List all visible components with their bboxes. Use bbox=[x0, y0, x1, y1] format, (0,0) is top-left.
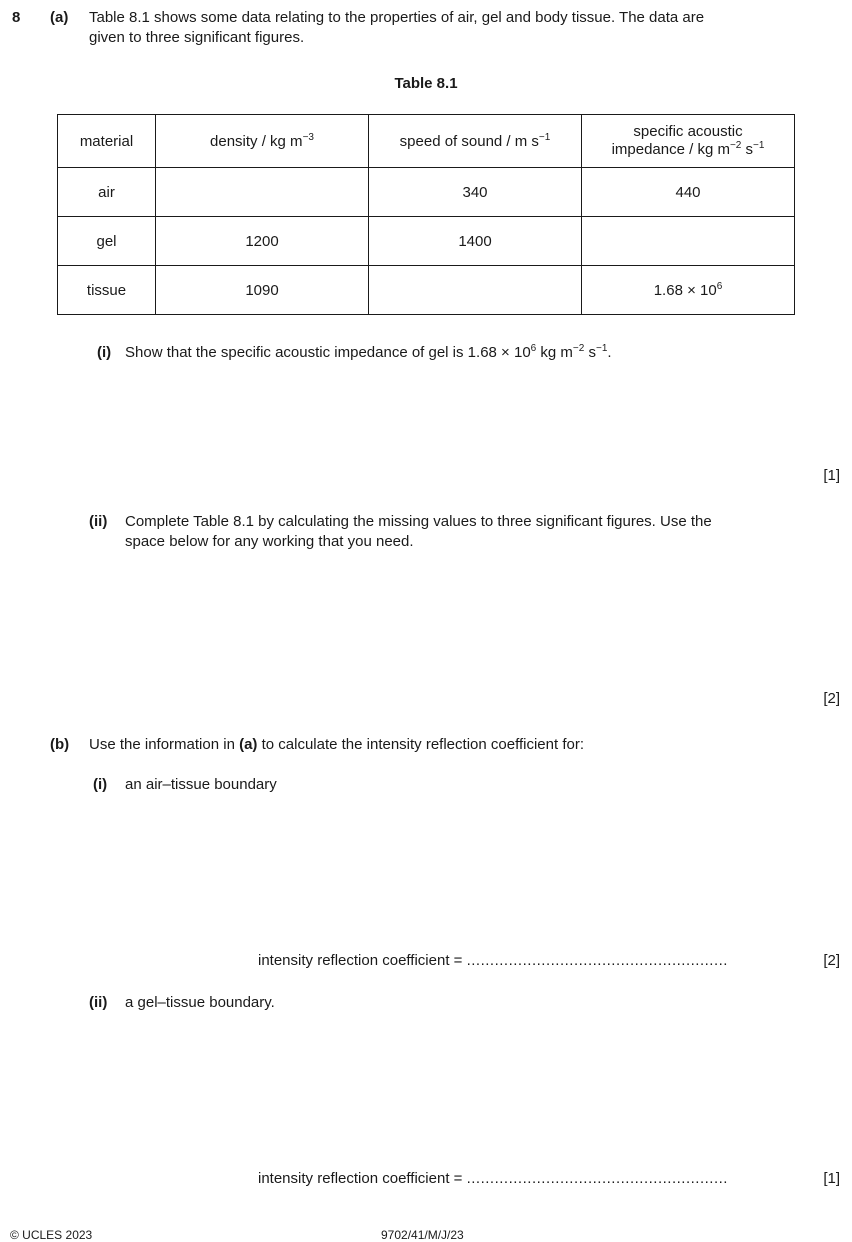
table-row bbox=[58, 217, 795, 266]
b-i-label: (i) bbox=[93, 776, 108, 793]
cell-impedance: 440 bbox=[582, 168, 795, 217]
header-material: material bbox=[58, 115, 156, 168]
b-i-answer-dots[interactable]: ........................................................ bbox=[466, 952, 728, 969]
cell-density: 1090 bbox=[156, 266, 369, 315]
part-b-text: Use the information in (a) to calculate the intensity reflection coefficient for: bbox=[89, 736, 584, 753]
a-ii-line2: space below for any working that you need. bbox=[125, 533, 414, 550]
b-ii-answer-dots[interactable]: ........................................................ bbox=[466, 1170, 728, 1187]
b-i-answer-line: intensity reflection coefficient = ........................................................ bbox=[258, 952, 728, 969]
b-i-text: an air–tissue boundary bbox=[125, 776, 277, 793]
b-ii-mark: [1] bbox=[823, 1170, 840, 1187]
a-ii-mark: [2] bbox=[823, 690, 840, 707]
a-ii-label: (ii) bbox=[89, 513, 108, 530]
part-a-intro-line2: given to three significant figures. bbox=[89, 29, 305, 46]
cell-material: tissue bbox=[58, 266, 156, 315]
table-caption: Table 8.1 bbox=[394, 75, 458, 92]
header-impedance: specific acoustic impedance / kg $m^{-2}$ $s^{-1}$ bbox=[582, 115, 795, 168]
question-number: 8 bbox=[12, 9, 21, 26]
a-i-mark: [1] bbox=[823, 467, 840, 484]
b-ii-answer-line: intensity reflection coefficient = ........................................................ bbox=[258, 1170, 728, 1187]
a-i-label: (i) bbox=[97, 344, 112, 361]
footer-code: 9702/41/M/J/23 bbox=[381, 1228, 464, 1242]
table-header-row bbox=[58, 115, 795, 168]
a-ii-line1: Complete Table 8.1 by calculating the missing values to three significant figures. Use the bbox=[125, 513, 712, 530]
cell-material: gel bbox=[58, 217, 156, 266]
footer-copyright: © UCLES 2023 bbox=[10, 1228, 93, 1242]
cell-impedance: $1.68 \times 10^6$ bbox=[582, 266, 795, 315]
part-a-label: (a) bbox=[50, 9, 69, 26]
cell-speed bbox=[369, 266, 582, 315]
header-density: density / kg $m^{-3}$ bbox=[156, 115, 369, 168]
cell-speed: 340 bbox=[369, 168, 582, 217]
cell-density: 1200 bbox=[156, 217, 369, 266]
cell-density bbox=[156, 168, 369, 217]
b-i-mark: [2] bbox=[823, 952, 840, 969]
cell-material: air bbox=[58, 168, 156, 217]
part-a-intro-line1: Table 8.1 shows some data relating to the properties of air, gel and body tissue. The data are bbox=[89, 9, 705, 26]
b-ii-text: a gel–tissue boundary. bbox=[125, 994, 275, 1011]
table-row bbox=[58, 168, 795, 217]
table-row bbox=[58, 266, 795, 315]
b-ii-label: (ii) bbox=[89, 994, 108, 1011]
cell-speed: 1400 bbox=[369, 217, 582, 266]
data-table bbox=[57, 114, 795, 315]
a-i-text: Show that the specific acoustic impedance of gel is $1.68 \times 10^6$ kg $m^{-2}$ $s^{-1}$. bbox=[125, 343, 612, 361]
part-b-label: (b) bbox=[50, 736, 70, 753]
cell-impedance bbox=[582, 217, 795, 266]
header-speed: speed of sound / m $s^{-1}$ bbox=[369, 115, 582, 168]
